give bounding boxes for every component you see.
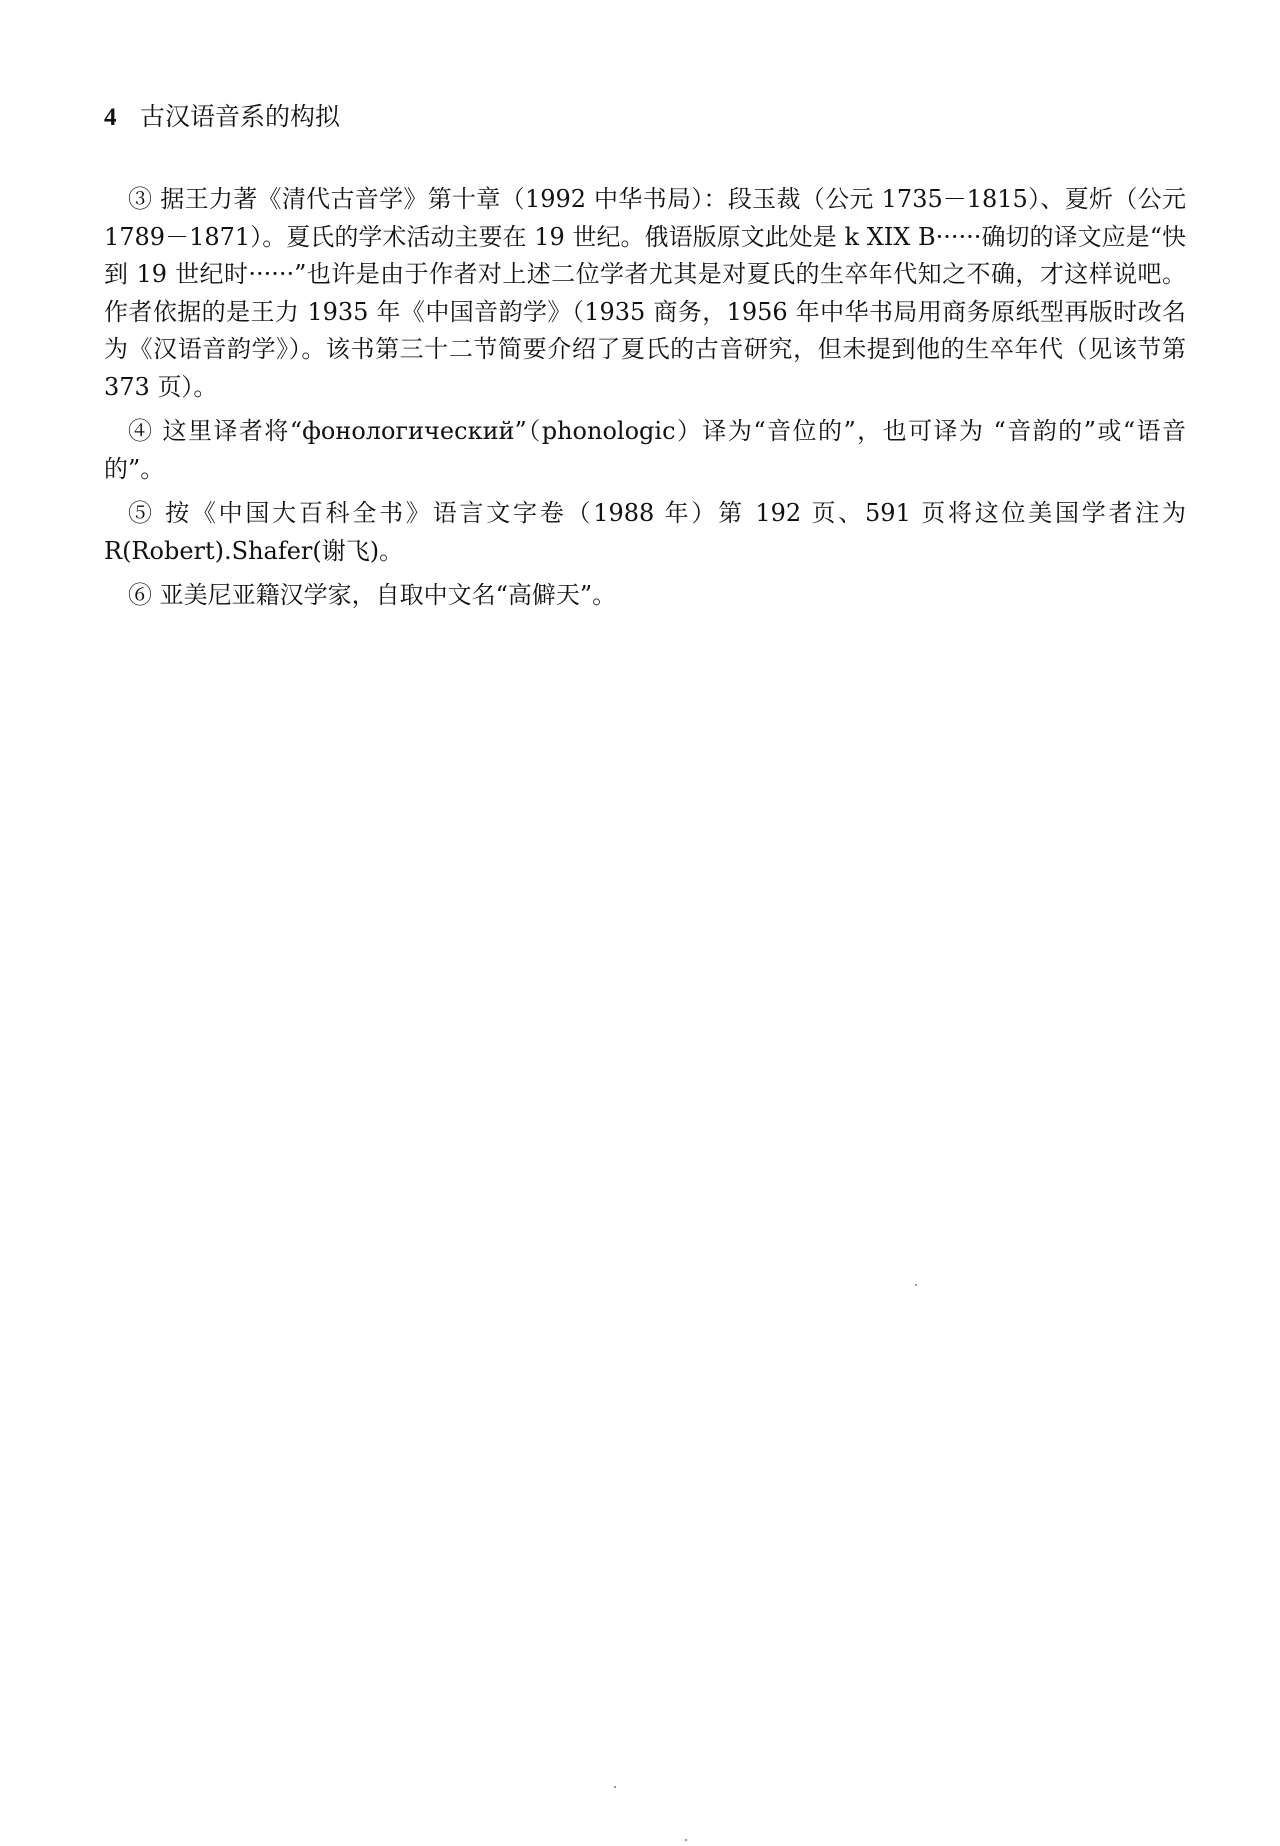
page-number: 4 [104, 104, 117, 131]
footnote-text: 据王力著《清代古音学》第十章（1992 中华书局）：段玉裁（公元 1735－1815）、夏炘（公元 1789－1871）。夏氏的学术活动主要在 19 世纪。俄语版原文此处是 k XIX B······确切的译文应是“快到 19 世纪时······”也许是由于作者对上述二位学者尤其是对夏氏的生卒年代知之不确，才这样说吧。作者依据的是王力 1935 年《中国音韵学》（1935 商务，1956 年中华书局用商务原纸型再版时改名为《汉语音韵学》）。该书第三十二节简要介绍了夏氏的古音研究，但未提到他的生卒年代（见该节第 373 页）。 [104, 185, 1186, 401]
footnote-marker: ⑤ [128, 499, 155, 527]
footnotes [104, 181, 1186, 622]
scan-speck [685, 1839, 687, 1841]
chapter-title: 古汉语音系的构拟 [140, 102, 341, 131]
footnote-text: 按《中国大百科全书》语言文字卷（1988 年）第 192 页、591 页将这位美国学者注为 R(Robert).Shafer(谢飞)。 [104, 499, 1187, 565]
footnote-text: 亚美尼亚籍汉学家，自取中文名“高僻天”。 [152, 581, 617, 609]
footnote-marker: ③ [128, 185, 153, 213]
footnote-5 [104, 495, 1186, 570]
footnote-marker: ④ [128, 417, 154, 445]
scan-speck [614, 1786, 616, 1788]
footnote-6 [104, 577, 1186, 615]
footnote-4 [104, 413, 1186, 488]
scan-speck [915, 1284, 917, 1286]
footnote-marker: ⑥ [128, 581, 152, 609]
running-head [104, 100, 340, 135]
footnote-text: 这里译者将“фонологический”（phonologic）译为“音位的”，也可译为 “音韵的”或“语音的”。 [104, 417, 1187, 483]
footnote-3 [104, 181, 1186, 406]
